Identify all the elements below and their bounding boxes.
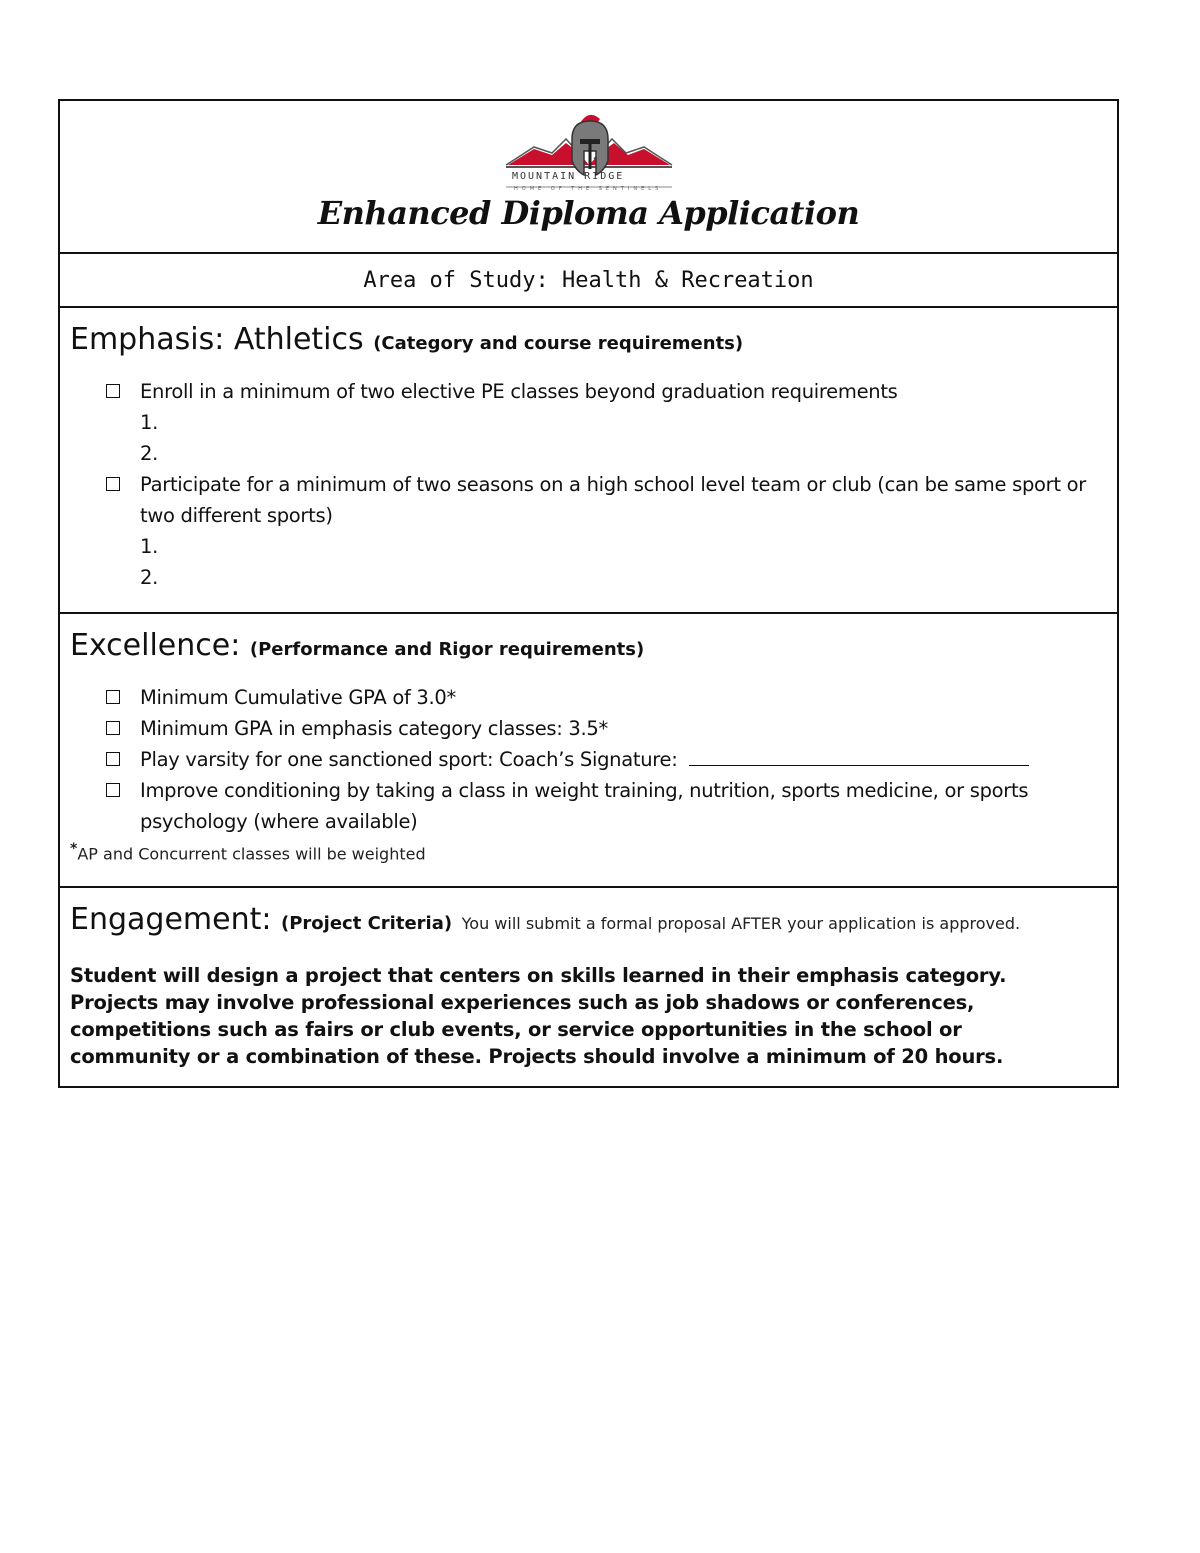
checklist-text: Minimum GPA in emphasis category classes: 3.5* (140, 717, 608, 740)
emphasis-subtitle: (Category and course requirements) (373, 333, 744, 354)
logo-text-top: MOUNTAIN RIDGE (512, 171, 625, 182)
checkbox[interactable] (106, 477, 120, 491)
list-item (106, 775, 1117, 837)
number-line: 2. (140, 566, 159, 589)
engagement-note: You will submit a formal proposal AFTER your application is approved. (461, 914, 1021, 933)
checkbox[interactable] (106, 384, 120, 398)
application-form (58, 99, 1119, 1088)
engagement-section (60, 888, 1117, 1086)
list-item (106, 744, 1117, 775)
engagement-title: Engagement: (70, 902, 272, 937)
emphasis-heading (70, 322, 1117, 362)
excellence-checklist (70, 682, 1117, 837)
engagement-subtitle: (Project Criteria) (281, 913, 453, 934)
list-item (106, 376, 1117, 469)
engagement-heading (70, 902, 1117, 942)
footnote-star: * (70, 841, 78, 857)
checkbox[interactable] (106, 752, 120, 766)
list-item (106, 713, 1117, 744)
emphasis-checklist (70, 376, 1117, 593)
excellence-section (60, 614, 1117, 888)
checkbox[interactable] (106, 721, 120, 735)
checklist-text: Enroll in a minimum of two elective PE classes beyond graduation requirements (140, 380, 898, 403)
excellence-heading (70, 628, 1117, 668)
checkbox[interactable] (106, 690, 120, 704)
number-line: 1. (140, 535, 159, 558)
excellence-title: Excellence: (70, 628, 241, 663)
list-item (106, 682, 1117, 713)
checklist-text: Improve conditioning by taking a class in weight training, nutrition, sports medicine, or sports psychology (where available) (140, 779, 1029, 833)
footnote-text: AP and Concurrent classes will be weighted (77, 844, 426, 864)
list-item (106, 469, 1117, 593)
form-title: Enhanced Diploma Application (317, 194, 860, 232)
area-of-study: Area of Study: Health & Recreation (60, 254, 1117, 308)
checklist-text: Participate for a minimum of two seasons on a high school level team or club (can be same sport or two different sports) (140, 473, 1086, 527)
checklist-text: Play varsity for one sanctioned sport: Coach’s Signature: (140, 748, 678, 771)
checkbox[interactable] (106, 783, 120, 797)
emphasis-section (60, 308, 1117, 614)
excellence-subtitle: (Performance and Rigor requirements) (249, 639, 645, 660)
emphasis-title: Emphasis: Athletics (70, 322, 364, 357)
footnote (70, 841, 1117, 863)
form-header (60, 101, 1117, 254)
checklist-text: Minimum Cumulative GPA of 3.0* (140, 686, 456, 709)
logo-text-bottom: HOME OF THE SENTINELS (514, 186, 663, 191)
school-logo (504, 109, 674, 191)
coach-signature-line[interactable] (689, 747, 1029, 766)
number-line: 1. (140, 411, 159, 434)
engagement-body: Student will design a project that centers on skills learned in their emphasis category. Projects may involve professional experiences such as job shadows or conferences, competitions such as fairs or club events, or service opportunities in the school or community or a combination of these. Projects should involve a minimum of 20 hours. (70, 964, 1007, 1068)
number-line: 2. (140, 442, 159, 465)
